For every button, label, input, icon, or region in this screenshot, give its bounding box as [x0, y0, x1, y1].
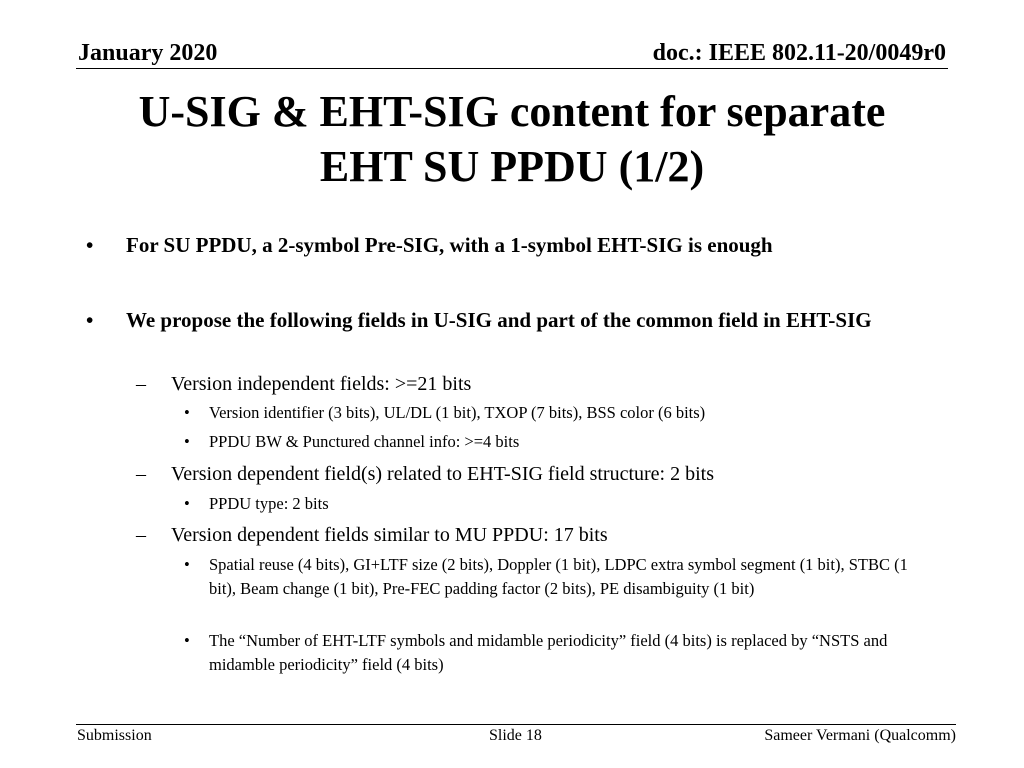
sub-sub-bullet-2-1 [184, 492, 936, 516]
sub-bullet-1-text: Version independent fields: >=21 bits [171, 373, 472, 395]
sub-bullet-3-text: Version dependent fields similar to MU PPDU: 17 bits [171, 524, 608, 546]
bullet-2-text: We propose the following fields in U-SIG and part of the common field in EHT-SIG [126, 308, 872, 332]
sub-bullet-1 [136, 371, 936, 397]
sub-sub-bullet-3-2 [184, 629, 936, 677]
header-doc-id: doc.: IEEE 802.11-20/0049r0 [652, 40, 946, 66]
dash-marker: – [136, 524, 146, 546]
slide-title-line-1: U-SIG & EHT-SIG content for separate [138, 87, 886, 136]
sub-sub-bullet-2-1-text: PPDU type: 2 bits [209, 494, 329, 513]
bullet-marker: • [184, 555, 190, 574]
footer-submission: Submission [77, 727, 152, 744]
sub-bullet-2 [136, 461, 936, 487]
bullet-marker: • [184, 631, 190, 650]
footer-divider [76, 724, 956, 725]
sub-sub-bullet-1-1 [184, 401, 936, 425]
bullet-1 [86, 231, 936, 259]
sub-sub-bullet-3-1 [184, 553, 936, 601]
bullet-1-text: For SU PPDU, a 2-symbol Pre-SIG, with a 1-symbol EHT-SIG is enough [126, 233, 773, 257]
sub-sub-bullet-3-2-text: The “Number of EHT-LTF symbols and midamble periodicity” field (4 bits) is replaced by “NSTS and midamble periodicity” field (4 bits) [209, 631, 888, 674]
bullet-marker: • [86, 308, 94, 332]
header-date: January 2020 [78, 40, 218, 66]
sub-sub-bullet-1-1-text: Version identifier (3 bits), UL/DL (1 bit), TXOP (7 bits), BSS color (6 bits) [209, 403, 706, 422]
footer-slide-number: Slide 18 [489, 727, 542, 744]
sub-sub-bullet-3-1-text: Spatial reuse (4 bits), GI+LTF size (2 bits), Doppler (1 bit), LDPC extra symbol segment (1 bit), STBC (1 bit), Beam change (1 bit), Pre-FEC padding factor (2 bits), PE disambiguity (1 bit) [209, 555, 908, 598]
bullet-marker: • [86, 233, 94, 257]
footer-author: Sameer Vermani (Qualcomm) [764, 727, 956, 744]
bullet-marker: • [184, 403, 190, 422]
sub-sub-bullet-1-2-text: PPDU BW & Punctured channel info: >=4 bits [209, 432, 520, 451]
bullet-2 [86, 306, 936, 334]
dash-marker: – [136, 373, 146, 395]
sub-bullet-3 [136, 522, 936, 548]
sub-bullet-2-text: Version dependent field(s) related to EHT-SIG field structure: 2 bits [171, 463, 715, 485]
dash-marker: – [136, 463, 146, 485]
bullet-marker: • [184, 432, 190, 451]
slide-title-line-2: EHT SU PPDU (1/2) [319, 142, 705, 191]
bullet-marker: • [184, 494, 190, 513]
sub-sub-bullet-1-2 [184, 430, 936, 454]
